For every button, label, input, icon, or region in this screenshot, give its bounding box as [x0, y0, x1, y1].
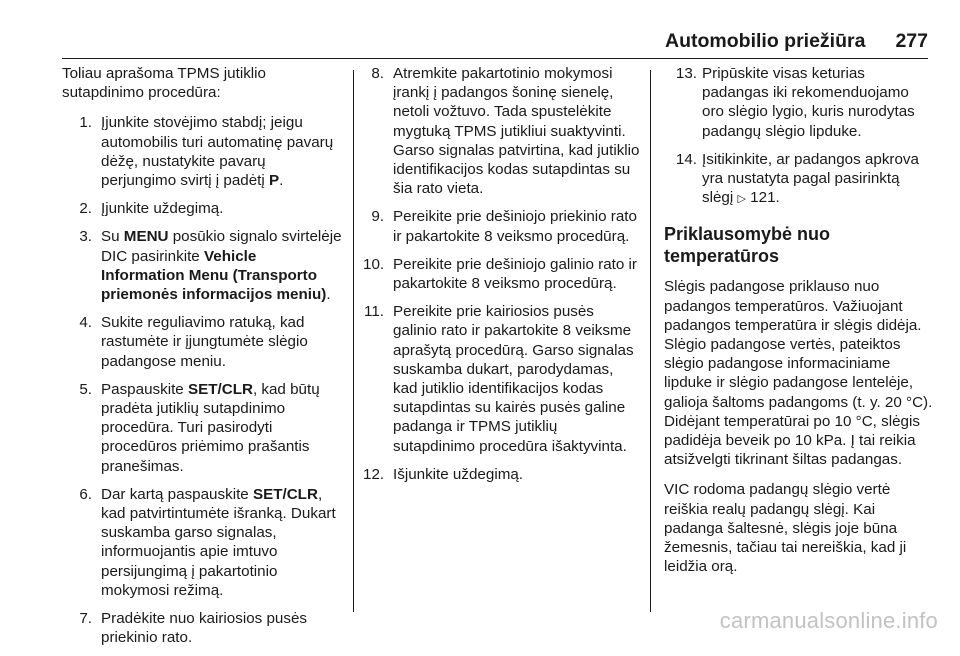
list-item	[363, 207, 640, 245]
step-number: 4.	[79, 314, 92, 332]
page-header	[328, 30, 928, 54]
step-text: Pripūskite visas keturias padangas iki rekomenduojamo oro slėgio lygio, kuris nurodytas padangų slėgio lipduke.	[702, 65, 915, 140]
list-item	[363, 255, 640, 293]
step-number: 7.	[79, 610, 92, 628]
step-text: Įsitikinkite, ar padangos apkrova yra nustatyta pagal pasirinktą slėgį ▷ 121.	[702, 150, 919, 207]
step-text: Paspauskite SET/CLR, kad būtų pradėta jutiklių sutapdinimo procedūra. Turi pasirodyti procedūros priėmimo prašantis pranešimas.	[101, 380, 320, 475]
step-text: Pereikite prie kairiosios pusės galinio rato ir pakartokite 8 veiksme aprašytą procedūrą. Garso signalas suskamba dukart, parodydamas, kad jutiklio identifikacijos kodas sutapdintas su kairės pusės galine padanga ir TPMS jutiklių sutapdinimo procedūra išaktyvinta.	[393, 303, 634, 455]
step-number: 11.	[364, 303, 384, 321]
column-divider	[353, 70, 354, 612]
step-number: 12.	[363, 465, 385, 483]
list-item	[62, 313, 344, 371]
step-number: 1.	[79, 114, 92, 132]
step-text: Įjunkite uždegimą.	[101, 200, 224, 218]
step-text: Dar kartą paspauskite SET/CLR, kad patvirtintumėte išranką. Dukart suskamba garso signalas, informuojantis apie imtuvo persijungimą į pakartotinio mokymosi režimą.	[101, 485, 336, 599]
column-2	[363, 64, 640, 493]
list-item	[62, 199, 344, 218]
step-text: Pereikite prie dešiniojo priekinio rato ir pakartokite 8 veiksmo procedūrą.	[393, 208, 637, 245]
step-number: 9.	[371, 208, 384, 226]
step-number: 5.	[79, 380, 92, 398]
list-item	[62, 485, 344, 600]
step-number: 2.	[79, 200, 92, 218]
column-3	[664, 64, 934, 587]
list-item	[363, 302, 640, 456]
step-number: 13.	[675, 65, 697, 82]
page-number: 277	[895, 30, 928, 52]
step-text: Įjunkite stovėjimo stabdį; jeigu automobilis turi automatinę pavarų dėžę, nustatykite pavarų perjungimo svirtį į padėtį P.	[101, 114, 334, 190]
list-item	[363, 64, 640, 198]
step-number: 8.	[371, 65, 384, 82]
page-reference[interactable]: 121	[750, 189, 776, 207]
list-item	[664, 64, 934, 141]
step-text: Išjunkite uždegimą.	[393, 465, 524, 483]
step-text: Sukite reguliavimo ratuką, kad rastumėte ir įjungtumėte slėgio padangose meniu.	[101, 314, 308, 370]
watermark: carmanualsonline.info	[719, 608, 938, 633]
list-item	[664, 150, 934, 210]
body-paragraph: VIC rodoma padangų slėgio vertė reiškia realų padangų slėgį. Kai padanga šaltesnė, slėgis joje būna žemesnis, tačiau tai nereiškia, kad ji leidžia orą.	[664, 481, 907, 576]
intro-paragraph: Toliau aprašoma TPMS jutiklio sutapdinimo procedūra:	[62, 65, 266, 102]
triangle-right-icon: ▷	[737, 193, 746, 206]
header-rule	[62, 58, 928, 59]
step-number: 3.	[79, 228, 92, 246]
step-text: Su MENU posūkio signalo svirtelėje DIC pasirinkite Vehicle Information Menu (Transporto priemonės informacijos meniu).	[101, 228, 342, 304]
page-title: Automobilio priežiūra	[665, 30, 866, 52]
column-1	[62, 64, 344, 656]
section-heading: Priklausomybė nuo temperatūros	[664, 224, 831, 267]
step-text: Pradėkite nuo kairiosios pusės priekinio rato.	[101, 610, 307, 647]
step-text: Atremkite pakartotinio mokymosi įrankį į padangos šoninę sienelę, netoli vožtuvo. Tada spustelėkite mygtuką TPMS jutikliui suaktyvinti. Garso signalas patvirtina, kad jutiklio identifikacijos kodas sutapdintas su šia rato vieta.	[393, 65, 640, 198]
step-number: 6.	[79, 485, 92, 503]
list-item	[363, 465, 640, 484]
step-text: Pereikite prie dešiniojo galinio rato ir pakartokite 8 veiksmo procedūrą.	[393, 255, 637, 293]
step-number: 14.	[675, 150, 697, 168]
list-item	[62, 380, 344, 476]
column-divider	[650, 70, 651, 612]
list-item	[62, 227, 344, 304]
body-paragraph: Slėgis padangose priklauso nuo padangos temperatūros. Važiuojant padangos temperatūra ir slėgis didėja. Slėgio padangose vertės, pateiktos slėgio padangose informaciniame lipduke ir slėgio padangose lentelėje, galioja šaltoms padangoms (t. y. 20 °C). Didėjant temperatūrai po 10 °C, slėgis padidėja beveik po 10 kPa. Į tai reikia atsižvelgti tikrinant šiltas padangas.	[664, 278, 933, 469]
list-item	[62, 113, 344, 190]
step-number: 10.	[363, 255, 385, 273]
